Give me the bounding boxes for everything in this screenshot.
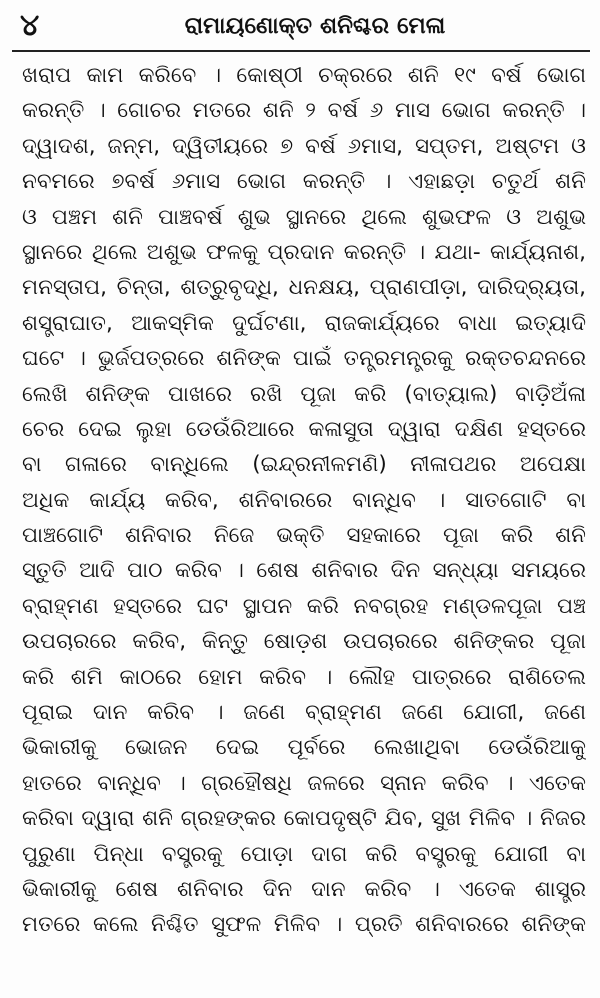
text-line: ଶସ୍ତ୍ରାଘାତ, ଆକସ୍ମିକ ଦୁର୍ଘଟଣା, ରାଜକାର୍ଯ୍ୟରେ ବାଧା ଇତ୍ୟାଦି (22, 310, 586, 336)
text-line: ଅଧିକ କାର୍ଯ୍ୟ କରିବ, ଶନିବାରରେ ବାନ୍ଧିବ । ସାତଗୋଟି ବା (22, 487, 586, 513)
text-line: ପୁରୁଣା ପିନ୍ଧା ବସ୍ତ୍ରକୁ ପୋଡ଼ା ଦାଗ କରି ବସ୍ତ୍ରକୁ ଯୋଗୀ ବା (22, 841, 586, 867)
text-line: ଭିକାରୀକୁ ଭୋଜନ ଦେଇ ପୂର୍ବରେ ଲେଖାଥିବା ଡେଉଁରିଆକୁ (22, 735, 586, 761)
text-line: ଘଟେ । ଭୁର୍ଜପତ୍ରରେ ଶନିଙ୍କ ପାଇଁ ତନ୍ତ୍ରମନ୍ତ୍ରକୁ ରକ୍ତଚନ୍ଦନରେ (22, 346, 586, 372)
text-line: କରନ୍ତି । ଗୋଚର ମତରେ ଶନି ୨ ବର୍ଷ ୬ ମାସ ଭୋଗ କରନ୍ତି । (22, 98, 586, 124)
text-line: ମତରେ କଲେ ନିଶ୍ଚିତ ସୁଫଳ ମିଳିବ । ପ୍ରତି ଶନିବାରରେ ଶନିଙ୍କ (22, 912, 586, 938)
text-line: ଚେର ଦେଇ ଲୁହା ଡେଉଁରିଆରେ କଳାସୁତା ଦ୍ୱାରା ଦକ୍ଷିଣ ହସ୍ତରେ (22, 416, 586, 442)
text-line: କରିବା ଦ୍ୱାରା ଶନି ଗ୍ରହଙ୍କର କୋପଦୃଷ୍ଟି ଯିବ, ସୁଖ ମିଳିବ । ନିଜର (22, 806, 586, 832)
text-line: ପୂରାଇ ଦାନ କରିବ । ଜଣେ ବ୍ରାହ୍ମଣ ଜଣେ ଯୋଗୀ, ଜଣେ (22, 700, 586, 726)
text-line: ହାତରେ ବାନ୍ଧିବ । ଗ୍ରହୌଷଧି ଜଳରେ ସ୍ନାନ କରିବ । ଏତେକ (22, 770, 586, 796)
text-line: ସ୍ତୁତି ଆଦି ପାଠ କରିବ । ଶେଷ ଶନିବାର ଦିନ ସନ୍ଧ୍ୟା ସମୟରେ (22, 558, 586, 584)
header-rule (12, 50, 590, 52)
body-text (22, 58, 586, 943)
text-line: ସ୍ଥାନରେ ଥିଲେ ଅଶୁଭ ଫଳକୁ ପ୍ରଦାନ କରନ୍ତି । ଯଥା- କାର୍ଯ୍ୟନାଶ, (22, 239, 586, 265)
text-line: ଉପଚାରରେ କରିବ, କିନ୍ତୁ ଷୋଡ଼ଶ ଉପଚାରରେ ଶନିଙ୍କର ପୂଜା (22, 629, 586, 655)
text-line: କରି ଶମି କାଠରେ ହୋମ କରିବ । ଲୌହ ପାତ୍ରରେ ରାଶିତେଲ (22, 664, 586, 690)
running-title: ରାମାୟଣୋକ୍ତ ଶନିଶ୍ଚର ମେଳା (184, 13, 446, 39)
text-line: ଓ ପଞ୍ଚମ ଶନି ପାଞ୍ଚବର୍ଷ ଶୁଭ ସ୍ଥାନରେ ଥିଲେ ଶୁଭଫଳ ଓ ଅଶୁଭ (22, 204, 586, 230)
page-number: ୪ (20, 8, 40, 43)
page-header (12, 6, 590, 46)
text-line: ବା ଗଳାରେ ବାନ୍ଧିଲେ (ଇନ୍ଦ୍ରନୀଳମଣି) ନୀଳାପଥର ଅପେକ୍ଷା (22, 452, 586, 478)
text-line: ପାଞ୍ଚଗୋଟି ଶନିବାର ନିଜେ ଭକ୍ତି ସହକାରେ ପୂଜା କରି ଶନି (22, 523, 586, 549)
text-line: ଲେଖି ଶନିଙ୍କ ପାଖରେ ରଖି ପୂଜା କରି (ବାତ୍ୟାଲ) ବାଡ଼ିଅଁଳା (22, 381, 586, 407)
text-line: ଖରାପ କାମ କରିବେ । କୋଷ୍ଠୀ ଚକ୍ରରେ ଶନି ୧୯ ବର୍ଷ ଭୋଗ (22, 63, 586, 88)
text-line: ଦ୍ୱାଦଶ, ଜନ୍ମ, ଦ୍ୱିତୀୟରେ ୭ ବର୍ଷ ୬ମାସ, ସପ୍ତମ, ଅଷ୍ଟମ ଓ (22, 133, 586, 159)
text-line: ନବମରେ ୭ବର୍ଷ ୬ମାସ ଭୋଗ କରନ୍ତି । ଏହାଛଡ଼ା ଚତୁର୍ଥ ଶନି (22, 169, 586, 195)
text-line: ଭିକାରୀକୁ ଶେଷ ଶନିବାର ଦିନ ଦାନ କରିବ । ଏତେକ ଶାସ୍ତ୍ର (22, 876, 586, 902)
text-line: ବ୍ରାହ୍ମଣ ହସ୍ତରେ ଘଟ ସ୍ଥାପନ କରି ନବଗ୍ରହ ମଣ୍ଡଳପୂଜା ପଞ୍ଚ (22, 593, 586, 619)
text-line: ମନସ୍ତାପ, ଚିନ୍ତା, ଶତ୍ରୁବୃଦ୍ଧି, ଧନକ୍ଷୟ, ପ୍ରାଣପୀଡ଼ା, ଦାରିଦ୍ର୍ୟତା, (22, 275, 586, 301)
